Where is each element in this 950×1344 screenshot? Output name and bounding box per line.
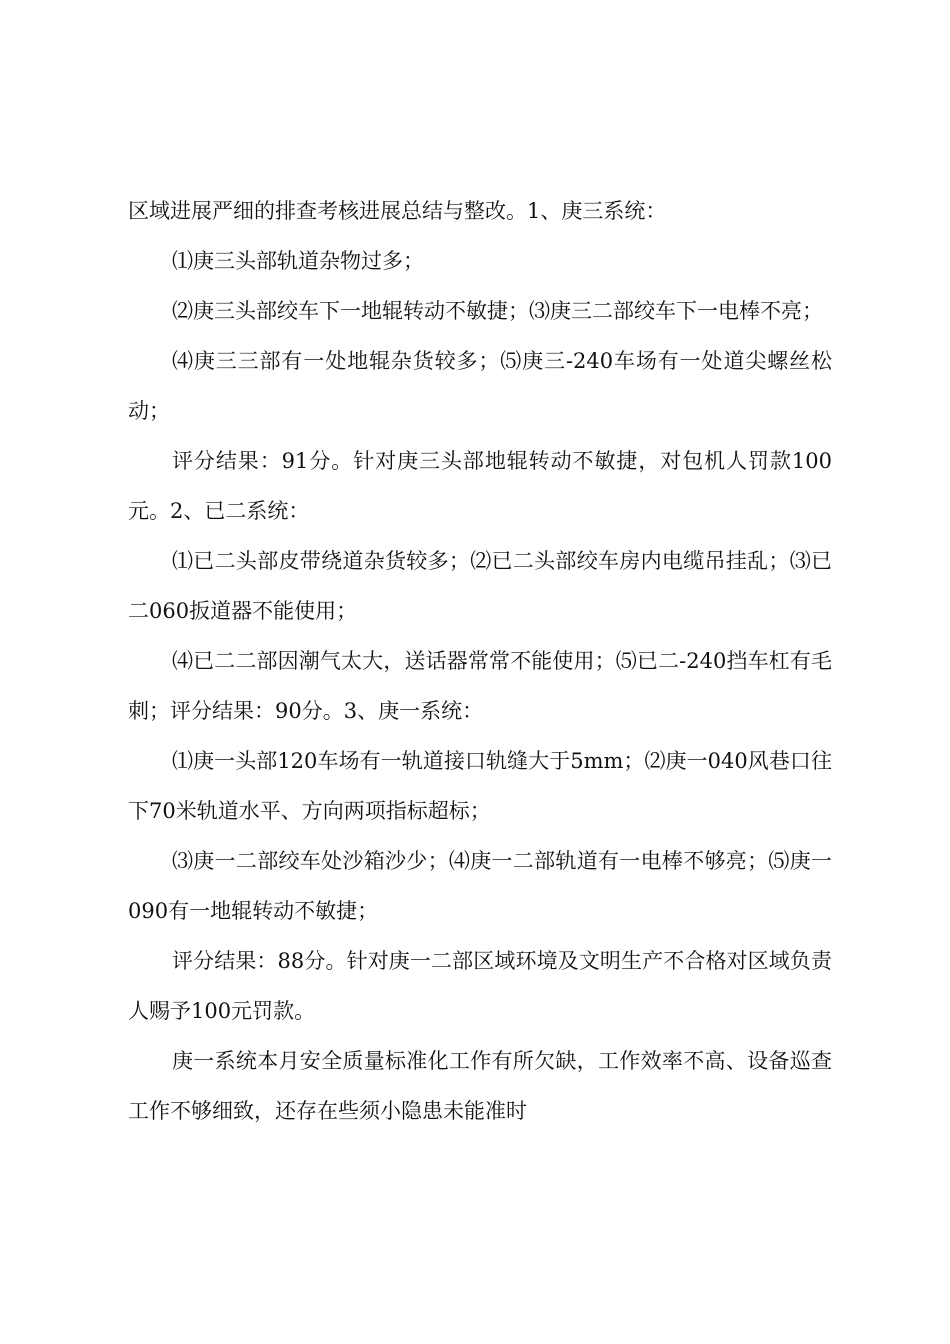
paragraph-yi2-items-4-5: ⑷已二二部因潮气太大，送话器常常不能使用；⑸已二-240挡车杠有毛刺；评分结果：90分。3、庚一系统：	[128, 649, 832, 723]
paragraph-geng1-score: 评分结果：88分。针对庚一二部区域环境及文明生产不合格对区域负责人赐予100元罚款。	[128, 949, 832, 1023]
paragraph-geng1-summary: 庚一系统本月安全质量标准化工作有所欠缺，工作效率不高、设备巡查工作不够细致，还存在些须小隐患未能准时	[128, 1049, 832, 1123]
paragraph-geng3-items-2-3: ⑵庚三头部绞车下一地辊转动不敏捷；⑶庚三二部绞车下一电棒不亮；	[172, 299, 823, 323]
paragraph-geng3-score: 评分结果：91分。针对庚三头部地辊转动不敏捷，对包机人罚款100元。2、已二系统：	[128, 449, 832, 523]
paragraph-geng1-items-3-5: ⑶庚一二部绞车处沙箱沙少；⑷庚一二部轨道有一电棒不够亮；⑸庚一090有一地辊转动不敏捷；	[128, 849, 832, 923]
paragraph-intro: 区域进展严细的排查考核进展总结与整改。1、庚三系统：	[128, 199, 667, 223]
paragraph-geng3-item-1: ⑴庚三头部轨道杂物过多；	[172, 249, 424, 273]
paragraph-geng3-items-4-5: ⑷庚三三部有一处地辊杂货较多；⑸庚三-240车场有一处道尖螺丝松动；	[128, 349, 832, 423]
document-page	[128, 186, 832, 1136]
paragraph-geng1-items-1-2: ⑴庚一头部120车场有一轨道接口轨缝大于5mm；⑵庚一040风巷口往下70米轨道水平、方向两项指标超标；	[128, 749, 832, 823]
paragraph-yi2-items-1-3: ⑴已二头部皮带绕道杂货较多；⑵已二头部绞车房内电缆吊挂乱；⑶已二060扳道器不能使用；	[128, 549, 832, 623]
